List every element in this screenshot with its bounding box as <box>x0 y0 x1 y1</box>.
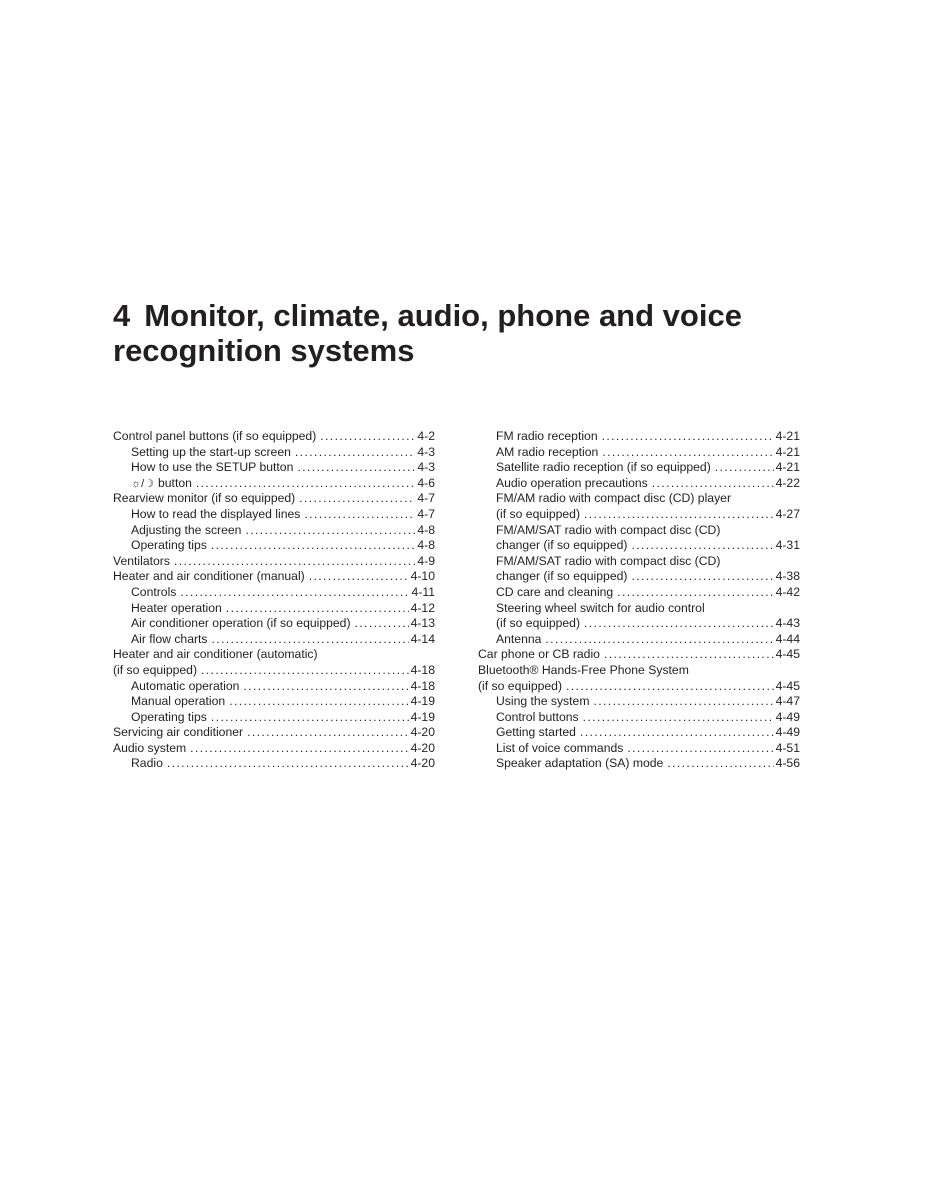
dot-leader <box>583 710 774 726</box>
dot-leader <box>174 554 415 570</box>
toc-right-column <box>478 429 800 772</box>
dot-leader <box>226 601 409 617</box>
toc-entry[interactable] <box>478 429 800 445</box>
dot-leader <box>355 616 409 632</box>
toc-entry-label: button <box>158 475 192 490</box>
dot-leader <box>190 741 408 757</box>
toc-entry-label: Servicing air conditioner <box>113 725 244 740</box>
toc-page-number: 4-12 <box>410 600 435 615</box>
dot-leader <box>584 616 774 632</box>
toc-entry[interactable] <box>113 710 435 726</box>
toc-page-number: 4-13 <box>410 616 435 631</box>
toc-entry[interactable] <box>113 725 435 741</box>
day-night-icon: ☼/☽ <box>131 477 154 490</box>
toc-entry-label: Adjusting the screen <box>131 522 242 537</box>
toc-page-number: 4-19 <box>410 709 435 724</box>
toc-page-number: 4-56 <box>775 756 800 771</box>
toc-entry-title <box>496 569 627 585</box>
toc-entry-title <box>113 429 316 445</box>
toc-entry-label: How to use the SETUP button <box>131 460 294 475</box>
toc-page-number: 4-43 <box>775 616 800 631</box>
toc-entry-label: Ventilators <box>113 553 170 568</box>
toc-entry[interactable] <box>113 460 435 476</box>
toc-page-number: 4-8 <box>417 522 435 537</box>
toc-entry-label: Audio operation precautions <box>496 475 648 490</box>
toc-entry[interactable] <box>113 741 435 757</box>
toc-page-number: 4-42 <box>775 584 800 599</box>
toc-entry-label: Steering wheel switch for audio control <box>496 600 705 615</box>
toc-entry-title <box>478 647 600 663</box>
toc-page-number: 4-2 <box>417 429 435 443</box>
toc-entry-label: changer (if so equipped) <box>496 569 628 584</box>
toc-entry-label: Air flow charts <box>131 631 208 646</box>
toc-page-number: 4-45 <box>775 678 800 693</box>
toc-entry[interactable] <box>478 476 800 492</box>
toc-entry-label: FM/AM radio with compact disc (CD) player <box>496 491 732 506</box>
toc-entry-title <box>131 476 192 493</box>
toc-page-number: 4-6 <box>417 475 435 490</box>
toc-entry-label: (if so equipped) <box>478 678 563 693</box>
toc-page-number: 4-22 <box>775 475 800 490</box>
toc-entry-title <box>496 710 579 726</box>
toc-page-number: 4-7 <box>417 506 435 521</box>
toc-entry[interactable] <box>113 429 435 445</box>
dot-leader <box>243 679 408 695</box>
toc-page-number: 4-47 <box>775 694 800 709</box>
toc-page-number: 4-20 <box>410 740 435 755</box>
toc-entry[interactable] <box>478 710 800 726</box>
toc-entry-label: FM/AM/SAT radio with compact disc (CD) <box>496 522 721 537</box>
toc-entry-title <box>496 523 720 539</box>
toc-entry[interactable] <box>478 694 800 710</box>
toc-entry-title <box>113 647 318 663</box>
toc-entry[interactable] <box>113 445 435 461</box>
toc-entry-label: Operating tips <box>131 538 207 553</box>
dot-leader <box>212 632 409 648</box>
toc-entry-label: Antenna <box>496 631 542 646</box>
toc-entry[interactable] <box>478 491 800 507</box>
toc-entry[interactable] <box>478 445 800 461</box>
dot-leader <box>580 725 774 741</box>
dot-leader <box>584 507 774 523</box>
dot-leader <box>602 445 773 461</box>
toc-entry[interactable] <box>478 725 800 741</box>
toc-entry-title <box>131 756 163 772</box>
toc-page-number: 4-21 <box>775 460 800 475</box>
toc-entry[interactable] <box>478 601 800 617</box>
toc-page-number: 4-27 <box>775 506 800 521</box>
toc-page-number: 4-8 <box>417 538 435 553</box>
dot-leader <box>297 460 415 476</box>
toc-entry-title <box>496 741 623 757</box>
toc-entry-title <box>496 616 580 632</box>
dot-leader <box>180 585 409 601</box>
dot-leader <box>593 694 773 710</box>
chapter-number: 4 <box>113 298 131 333</box>
toc-entry-title <box>131 585 176 601</box>
toc-entry-title <box>113 663 197 679</box>
toc-entry-label: Audio system <box>113 740 187 755</box>
toc-page-number: 4-11 <box>411 584 435 599</box>
dot-leader <box>667 756 773 772</box>
toc-entry-title <box>496 725 576 741</box>
toc-entry-title <box>496 756 663 772</box>
dot-leader <box>631 569 773 585</box>
dot-leader <box>566 679 774 695</box>
toc-entry-title <box>496 538 627 554</box>
toc-entry-label: Control panel buttons (if so equipped) <box>113 429 317 443</box>
chapter-title-line1: Monitor, climate, audio, phone and voice <box>144 298 742 333</box>
toc-page-number: 4-19 <box>410 694 435 709</box>
toc-page-number: 4-14 <box>410 631 435 646</box>
toc-page-number: 4-49 <box>775 725 800 740</box>
toc-entry-label: (if so equipped) <box>496 616 581 631</box>
toc-entry-title <box>496 429 598 445</box>
toc-entry-title <box>113 554 170 570</box>
dot-leader <box>602 429 774 445</box>
toc-entry-title <box>131 616 351 632</box>
toc-page-number: 4-18 <box>410 678 435 693</box>
toc-entry[interactable] <box>478 585 800 601</box>
toc-entry-label: FM radio reception <box>496 429 598 443</box>
toc-entry-label: Bluetooth® Hands-Free Phone System <box>478 662 689 677</box>
toc-entry-label: Air conditioner operation (if so equipped) <box>131 616 351 631</box>
toc-entry-title <box>131 632 208 648</box>
dot-leader <box>309 569 409 585</box>
chapter-title <box>113 298 833 368</box>
toc-entry[interactable] <box>113 507 435 523</box>
toc-entry-title <box>496 554 720 570</box>
toc-entry-title <box>113 725 243 741</box>
toc-entry-label: How to read the displayed lines <box>131 506 301 521</box>
toc-entry-label: List of voice commands <box>496 740 624 755</box>
toc-entry-title <box>496 694 589 710</box>
toc-entry-title <box>496 632 541 648</box>
toc-page-number: 4-9 <box>417 553 435 568</box>
toc-entry-label: Speaker adaptation (SA) mode <box>496 756 664 771</box>
toc-page-number: 4-3 <box>417 444 435 459</box>
toc-page-number: 4-31 <box>775 538 800 553</box>
toc-entry[interactable] <box>113 538 435 554</box>
toc-left-column <box>113 429 435 772</box>
toc-entry-title <box>131 460 293 476</box>
toc-entry[interactable] <box>478 632 800 648</box>
toc-entry-title <box>478 679 562 695</box>
toc-page-number: 4-7 <box>417 491 435 506</box>
chapter-title-line2: recognition systems <box>113 333 415 368</box>
toc-entry-title <box>131 445 291 461</box>
toc-entry-title <box>113 569 305 585</box>
toc-page-number: 4-10 <box>410 569 435 584</box>
toc-entry[interactable] <box>113 632 435 648</box>
dot-leader <box>247 725 409 741</box>
toc-entry-label: Manual operation <box>131 694 226 709</box>
toc-entry[interactable] <box>113 601 435 617</box>
toc-entry[interactable] <box>478 507 800 523</box>
toc-entry-label: Satellite radio reception (if so equipped) <box>496 460 711 475</box>
toc-entry[interactable] <box>113 616 435 632</box>
dot-leader <box>295 445 415 461</box>
toc-entry[interactable] <box>478 616 800 632</box>
toc-entry-title <box>131 679 239 695</box>
toc-entry-label: (if so equipped) <box>496 506 581 521</box>
dot-leader <box>715 460 774 476</box>
toc-entry-label: Getting started <box>496 725 576 740</box>
toc-entry-label: Radio <box>131 756 163 771</box>
toc-entry-label: Control buttons <box>496 709 579 724</box>
dot-leader <box>201 663 409 679</box>
dot-leader <box>211 710 409 726</box>
toc-entry[interactable] <box>113 694 435 710</box>
toc-entry-title <box>113 491 295 507</box>
toc-page-number: 4-20 <box>410 756 435 771</box>
toc-entry-label: Heater operation <box>131 600 222 615</box>
dot-leader <box>245 523 415 539</box>
toc-entry-label: Operating tips <box>131 709 207 724</box>
toc-entry-label: Car phone or CB radio <box>478 647 600 662</box>
toc-entry-title <box>496 445 598 461</box>
toc-entry-label: (if so equipped) <box>113 662 198 677</box>
toc-entry-label: Using the system <box>496 694 590 709</box>
toc-entry-label: changer (if so equipped) <box>496 538 628 553</box>
toc-entry[interactable] <box>113 554 435 570</box>
toc-entry[interactable] <box>113 647 435 663</box>
toc-entry[interactable] <box>113 476 435 492</box>
dot-leader <box>196 476 415 492</box>
toc-entry-label: AM radio reception <box>496 444 599 459</box>
toc-entry[interactable] <box>478 741 800 757</box>
toc-entry-title <box>478 663 689 679</box>
toc-entry[interactable] <box>478 569 800 585</box>
dot-leader <box>299 491 415 507</box>
toc-entry-title <box>131 507 300 523</box>
toc-entry[interactable] <box>478 756 800 772</box>
toc-entry-title <box>496 585 613 601</box>
toc-entry[interactable] <box>478 679 800 695</box>
toc-entry[interactable] <box>113 569 435 585</box>
dot-leader <box>229 694 408 710</box>
toc-entry-title <box>131 538 207 554</box>
dot-leader <box>211 538 416 554</box>
toc-page-number: 4-38 <box>775 569 800 584</box>
toc-entry-title <box>131 694 225 710</box>
toc-entry[interactable] <box>113 663 435 679</box>
toc-entry[interactable] <box>113 585 435 601</box>
toc-entry[interactable] <box>478 538 800 554</box>
toc-entry-label: CD care and cleaning <box>496 584 614 599</box>
dot-leader <box>617 585 773 601</box>
toc-entry-title <box>496 460 711 476</box>
toc-page-number: 4-3 <box>417 460 435 475</box>
dot-leader <box>652 476 774 492</box>
toc-page-number: 4-45 <box>775 647 800 662</box>
toc-page-number: 4-49 <box>775 709 800 724</box>
toc-page-number: 4-21 <box>775 429 800 443</box>
toc-entry-label: FM/AM/SAT radio with compact disc (CD) <box>496 553 721 568</box>
dot-leader <box>167 756 409 772</box>
toc-entry[interactable] <box>478 647 800 663</box>
dot-leader <box>304 507 415 523</box>
toc-entry[interactable] <box>113 491 435 507</box>
dot-leader <box>631 538 773 554</box>
dot-leader <box>627 741 773 757</box>
dot-leader <box>320 429 415 445</box>
toc-entry-label: Heater and air conditioner (manual) <box>113 569 305 584</box>
dot-leader <box>604 647 774 663</box>
toc-entry[interactable] <box>478 663 800 679</box>
toc-entry-title <box>496 507 580 523</box>
toc-entry-title <box>131 601 222 617</box>
toc-entry-title <box>131 523 241 539</box>
toc-entry-title <box>496 491 731 507</box>
toc-entry-label: Controls <box>131 584 177 599</box>
toc-entry[interactable] <box>478 523 800 539</box>
toc-entry-label: Automatic operation <box>131 678 240 693</box>
toc-page-number: 4-21 <box>775 444 800 459</box>
toc-entry[interactable] <box>113 756 435 772</box>
dot-leader <box>545 632 773 648</box>
toc-entry-title <box>496 601 705 617</box>
toc-page-number: 4-20 <box>410 725 435 740</box>
toc-entry-title <box>113 741 186 757</box>
toc-page-number: 4-18 <box>410 662 435 677</box>
toc-entry-label: Setting up the start-up screen <box>131 444 291 459</box>
toc-entry-title <box>131 710 207 726</box>
toc-entry[interactable] <box>113 523 435 539</box>
toc-entry-label: Heater and air conditioner (automatic) <box>113 647 318 662</box>
toc-entry[interactable] <box>478 554 800 570</box>
toc-entry[interactable] <box>478 460 800 476</box>
toc-page-number: 4-51 <box>775 740 800 755</box>
toc-entry-title <box>496 476 648 492</box>
toc-entry-label: Rearview monitor (if so equipped) <box>113 491 296 506</box>
toc-page-number: 4-44 <box>775 631 800 646</box>
toc-entry[interactable] <box>113 679 435 695</box>
